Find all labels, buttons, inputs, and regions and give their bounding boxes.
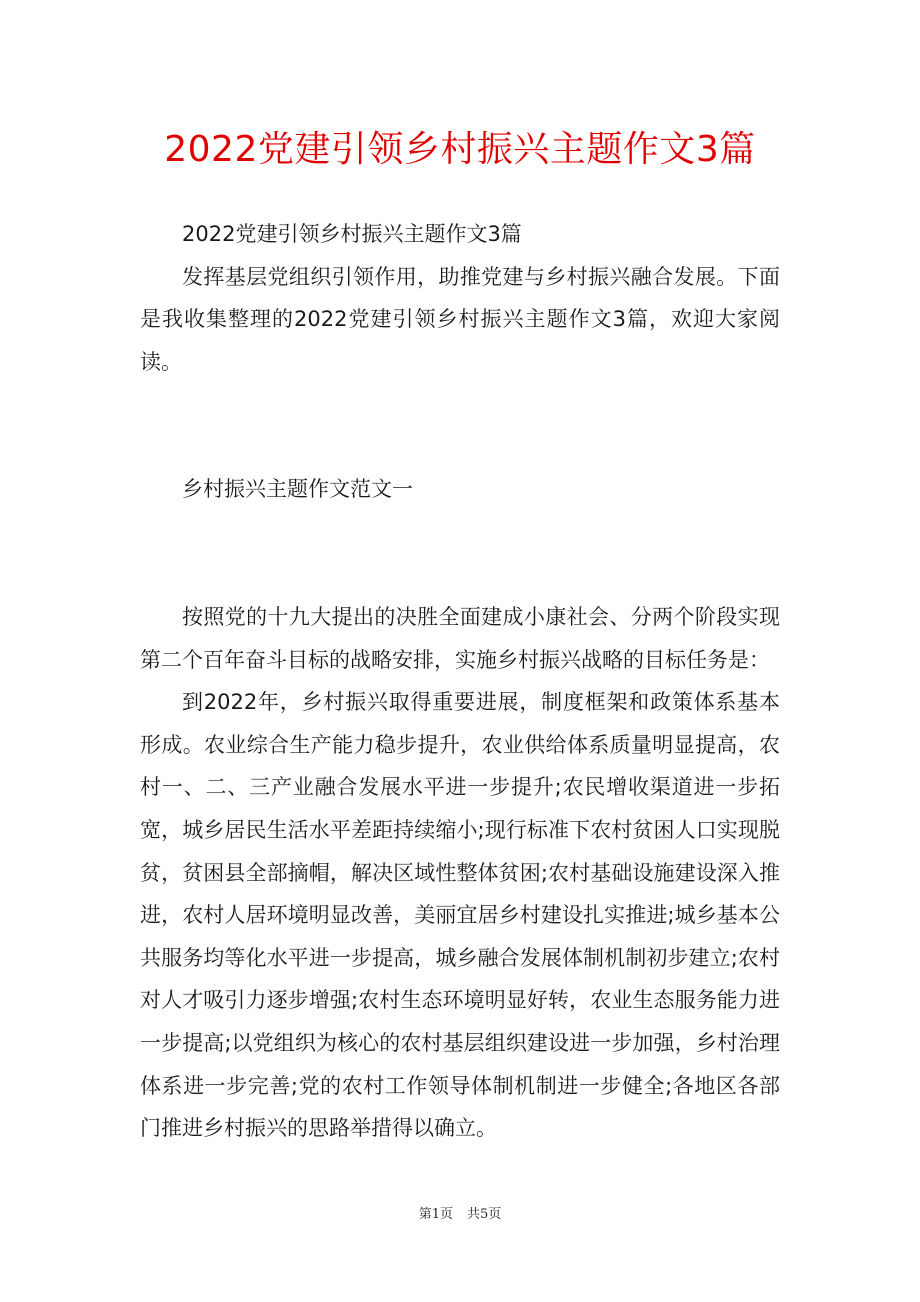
document-body xyxy=(140,213,780,1150)
page-total: 共5页 xyxy=(467,1207,502,1222)
document-title: 2022党建引领乡村振兴主题作文3篇 xyxy=(164,129,756,170)
body-paragraph: 按照党的十九大提出的决胜全面建成小康社会、分两个阶段实现第二个百年奋斗目标的战略安排，实施乡村振兴战略的目标任务是： xyxy=(140,604,780,672)
body-paragraph: 到2022年，乡村振兴取得重要进展，制度框架和政策体系基本形成。农业综合生产能力稳步提升，农业供给体系质量明显提高，农村一、二、三产业融合发展水平进一步提升;农民增收渠道进一步拓宽，城乡居民生活水平差距持续缩小;现行标准下农村贫困人口实现脱贫，贫困县全部摘帽，解决区域性整体贫困;农村基础设施建设深入推进，农村人居环境明显改善，美丽宜居乡村建设扎实推进;城乡基本公共服务均等化水平进一步提高，城乡融合发展体制机制初步建立;农村对人才吸引力逐步增强;农村生态环境明显好转，农业生态服务能力进一步提高;以党组织为核心的农村基层组织建设进一步加强，乡村治理体系进一步完善;党的农村工作领导体制机制进一步健全;各地区各部门推进乡村振兴的思路举措得以确立。 xyxy=(140,690,780,1141)
page-footer xyxy=(0,1205,920,1225)
subtitle-paragraph: 2022党建引领乡村振兴主题作文3篇 xyxy=(182,222,522,246)
intro-paragraph: 发挥基层党组织引领作用，助推党建与乡村振兴融合发展。下面是我收集整理的2022党建引领乡村振兴主题作文3篇，欢迎大家阅读。 xyxy=(140,264,780,374)
page-number: 第1页 xyxy=(418,1207,453,1222)
section-heading: 乡村振兴主题作文范文一 xyxy=(182,477,413,502)
